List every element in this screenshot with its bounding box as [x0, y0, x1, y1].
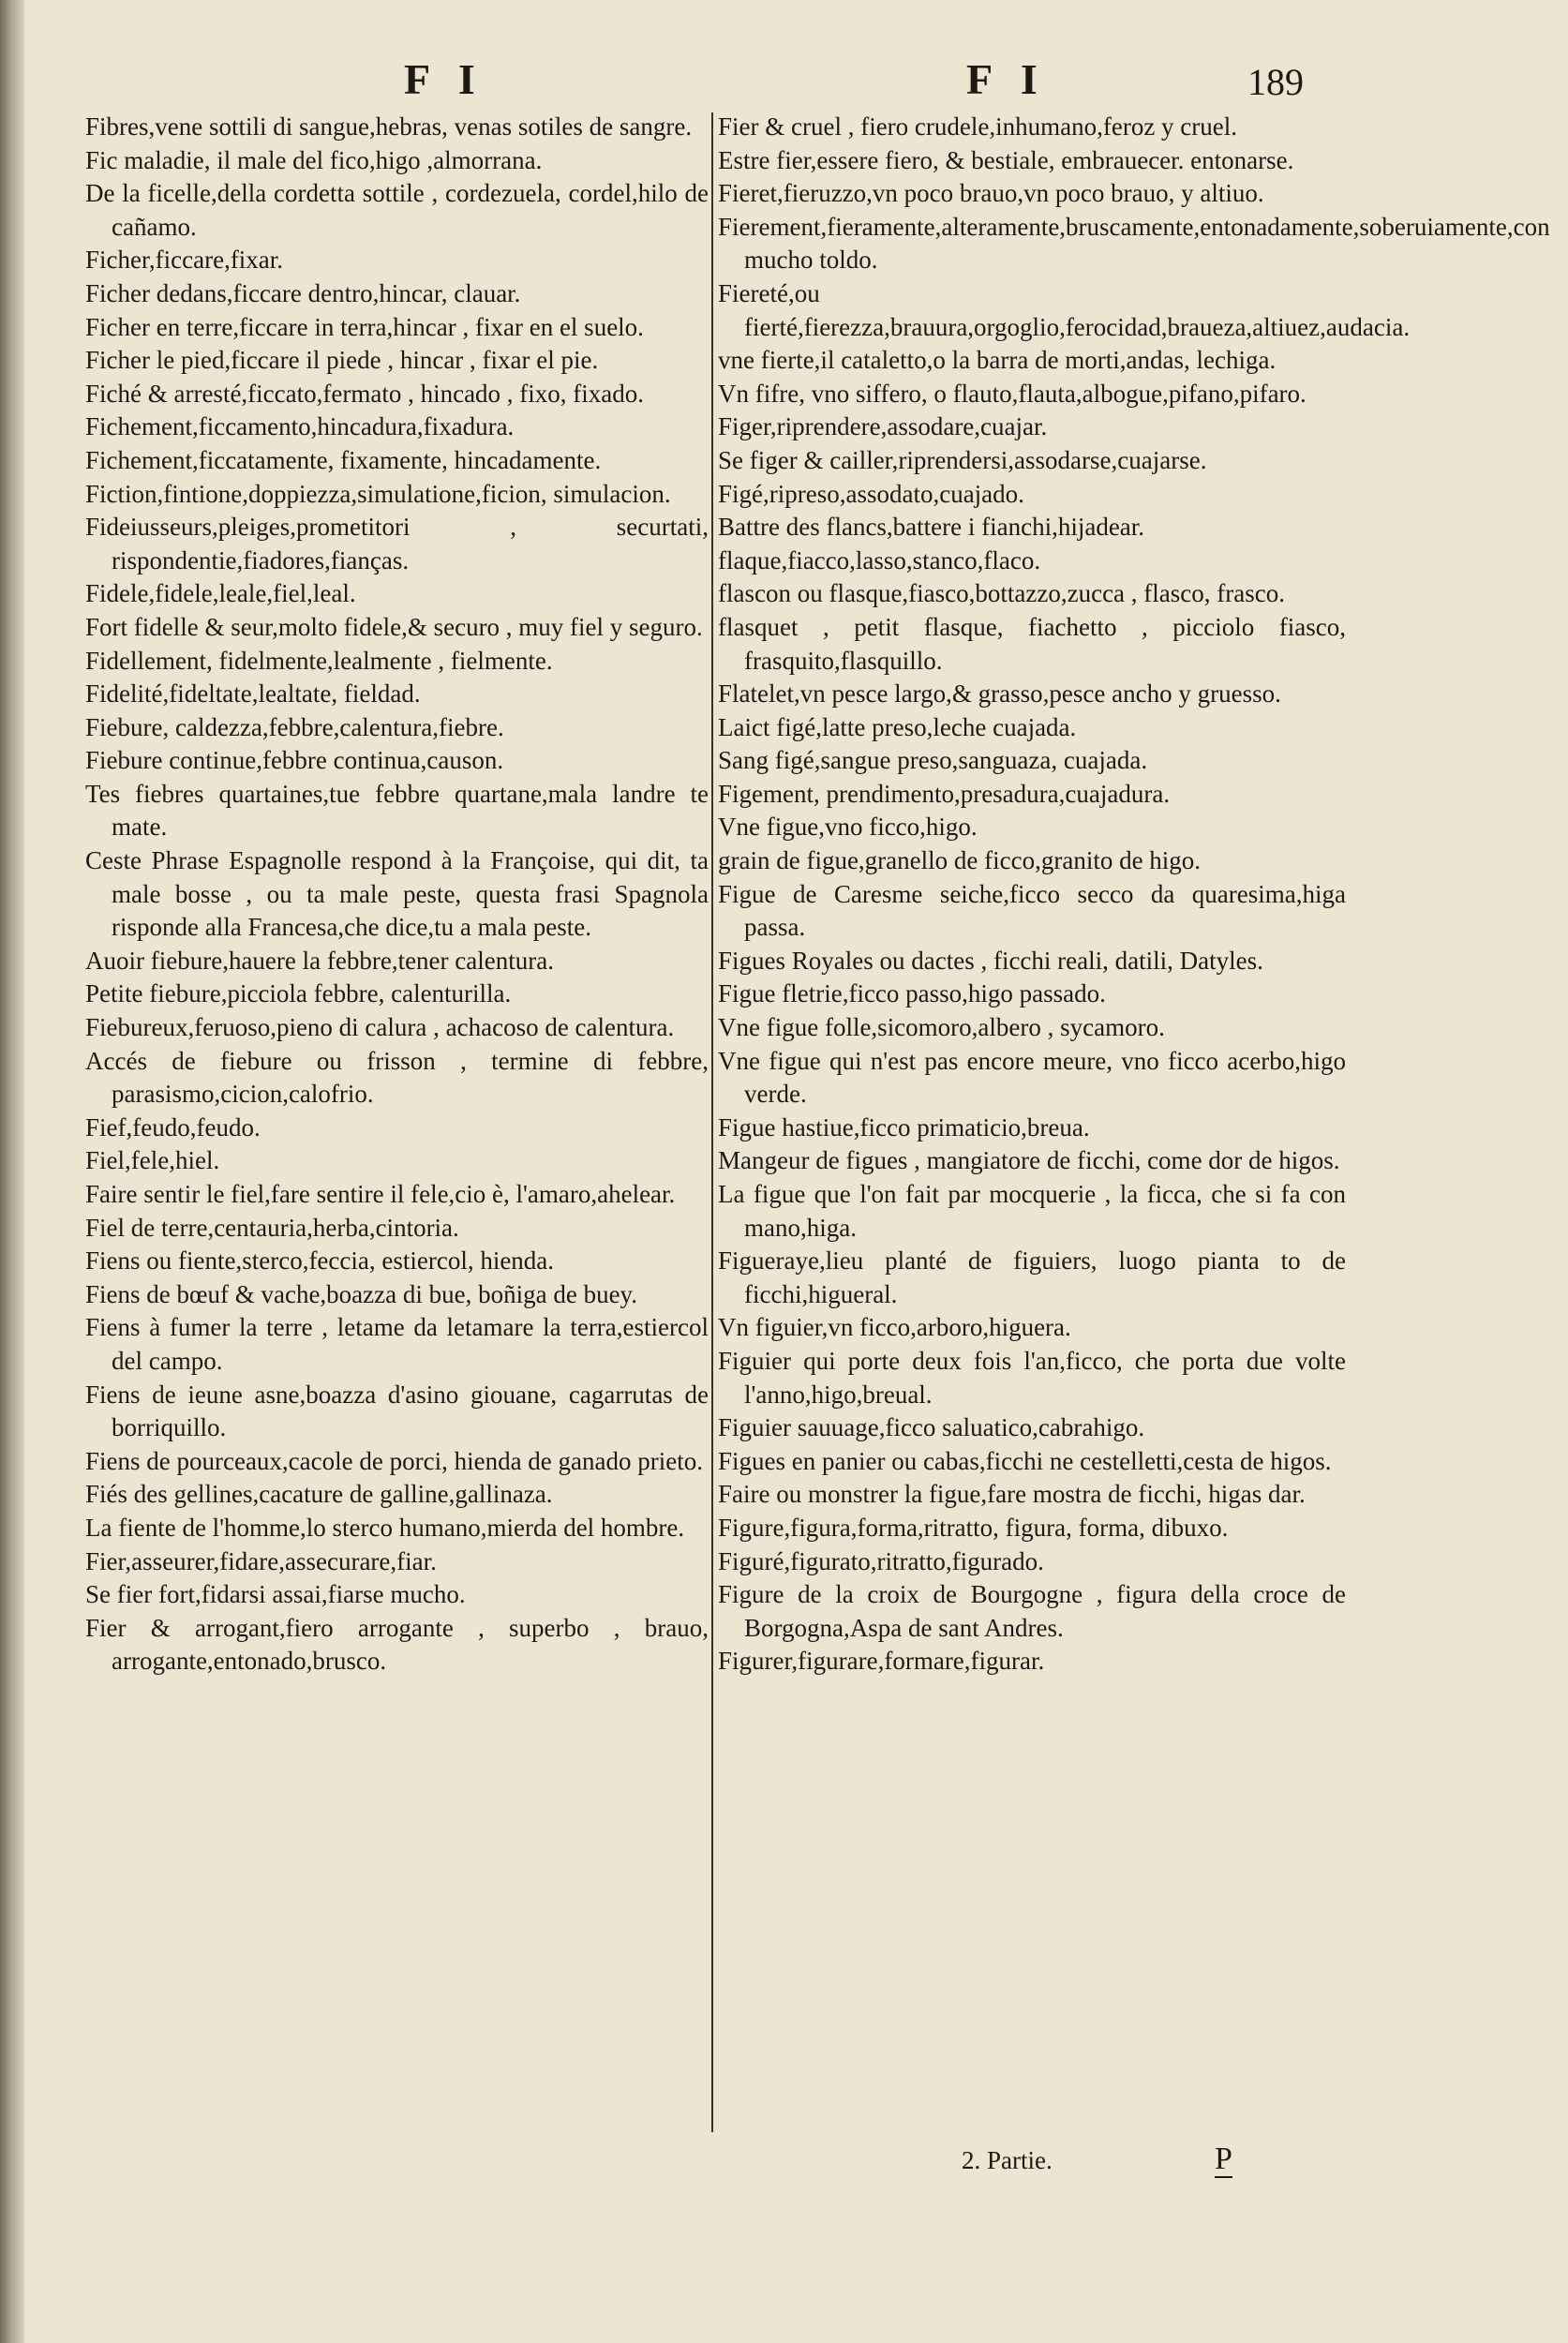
dictionary-entry: Figuré,figurato,ritratto,figurado. — [718, 1546, 1044, 1575]
dictionary-entry: Fief,feudo,feudo. — [85, 1112, 261, 1142]
dictionary-entry: Fiction,fintione,doppiezza,simulatione,ficion, simulacion. — [85, 479, 671, 508]
dictionary-entry: Vn fifre, vno siffero, o flauto,flauta,albogue,pifano,pifaro. — [718, 379, 1307, 408]
dictionary-entry: Vne figue folle,sicomoro,albero , sycamoro. — [718, 1013, 1165, 1042]
dictionary-entry: Figues en panier ou cabas,ficchi ne cestelletti,cesta de higos. — [718, 1446, 1332, 1475]
dictionary-entry: Flatelet,vn pesce largo,& grasso,pesce ancho y gruesso. — [718, 679, 1281, 709]
dictionary-entry: Tes fiebres quartaines,tue febbre quartane,mala landre te mate. — [85, 779, 709, 842]
dictionary-entry: Se fier fort,fidarsi assai,fiarse mucho. — [85, 1580, 466, 1609]
dictionary-entry: Ficher,ficcare,fixar. — [85, 246, 284, 275]
dictionary-entry: Ficher en terre,ficcare in terra,hincar , fixar en el suelo. — [85, 312, 644, 341]
dictionary-entry: Figer,riprendere,assodare,cuajar. — [718, 412, 1048, 441]
dictionary-entry: flaque,fiacco,lasso,stanco,flaco. — [718, 545, 1041, 575]
dictionary-entry: La figue que l'on fait par mocquerie , la ficca, che si fa con mano,higa. — [718, 1180, 1346, 1242]
dictionary-entry: Estre fier,essere fiero, & bestiale, embrauecer. entonarse. — [718, 145, 1294, 174]
dictionary-entry: Fort fidelle & seur,molto fidele,& securo , muy fiel y seguro. — [85, 612, 703, 641]
dictionary-entry: flascon ou flasque,fiasco,bottazzo,zucca , flasco, frasco. — [718, 579, 1285, 608]
dictionary-entry: Vne figue qui n'est pas encore meure, vno ficco acerbo,higo verde. — [718, 1046, 1346, 1109]
dictionary-entry: Fic maladie, il male del fico,higo ,almorrana. — [85, 145, 543, 174]
dictionary-entry: Fiés des gellines,cacature de galline,gallinaza. — [85, 1480, 553, 1509]
right-running-head: F I — [966, 55, 1047, 103]
dictionary-entry: Figue hastiue,ficco primaticio,breua. — [718, 1112, 1090, 1142]
dictionary-entry: Fiel,fele,hiel. — [85, 1146, 220, 1175]
dictionary-entry: Faire ou monstrer la figue,fare mostra de ficchi, higas dar. — [718, 1480, 1306, 1509]
dictionary-entry: Fichement,ficcamento,hincadura,fixadura. — [85, 412, 515, 441]
dictionary-entry: Battre des flancs,battere i fianchi,hijadear. — [718, 513, 1145, 542]
dictionary-entry: Sang figé,sangue preso,sanguaza, cuajada. — [718, 746, 1148, 775]
dictionary-entry: Figement, prendimento,presadura,cuajadura. — [718, 779, 1171, 808]
left-running-head: F I — [404, 55, 485, 103]
dictionary-entry: Fiens ou fiente,sterco,feccia, estiercol, hienda. — [85, 1246, 555, 1276]
dictionary-entry: Fidelité,fideltate,lealtate, fieldad. — [85, 679, 421, 709]
dictionary-entry: Fiebure, caldezza,febbre,calentura,fiebre. — [85, 712, 504, 741]
dictionary-entry: Figuier sauuage,ficco saluatico,cabrahigo. — [718, 1413, 1145, 1442]
dictionary-entry: Ceste Phrase Espagnolle respond à la Françoise, qui dit, ta male bosse , ou ta male peste, questa frasi Spagnola risponde alla Francesa,che dice,tu a mala peste. — [85, 846, 709, 942]
dictionary-entry: Auoir fiebure,hauere la febbre,tener calentura. — [85, 946, 554, 975]
dictionary-entry: Fideiusseurs,pleiges,prometitori , securtati, rispondentie,fiadores,fianças. — [85, 513, 709, 575]
dictionary-entry: Fiebureux,feruoso,pieno di calura , achacoso de calentura. — [85, 1013, 675, 1042]
dictionary-entry: Fidele,fidele,leale,fiel,leal. — [85, 579, 356, 608]
running-header — [24, 54, 1568, 111]
dictionary-entry: Fiereté,ou fierté,fierezza,brauura,orgoglio,ferocidad,braueza,altiuez,audacia. — [718, 278, 1411, 341]
dictionary-entry: Fiens à fumer la terre , letame da letamare la terra,estiercol del campo. — [85, 1313, 709, 1375]
part-label: 2. Partie. — [962, 2146, 1053, 2174]
dictionary-entry: flasquet , petit flasque, fiachetto , picciolo fiasco, frasquito,flasquillo. — [718, 612, 1346, 675]
dictionary-entry: Fiens de bœuf & vache,boazza di bue, boñiga de buey. — [85, 1279, 638, 1308]
dictionary-entry: Fiel de terre,centauria,herba,cintoria. — [85, 1213, 459, 1242]
dictionary-entry: Figue de Caresme seiche,ficco secco da quaresima,higa passa. — [718, 879, 1346, 942]
dictionary-entry: Fiens de ieune asne,boazza d'asino giouane, cagarrutas de borriquillo. — [85, 1380, 709, 1442]
dictionary-entry: Mangeur de figues , mangiatore de ficchi, come dor de higos. — [718, 1146, 1340, 1175]
dictionary-entry: Laict figé,latte preso,leche cuajada. — [718, 712, 1077, 741]
left-column — [85, 111, 709, 1679]
page-number: 189 — [1247, 61, 1304, 103]
dictionary-entry: Faire sentir le fiel,fare sentire il fele,cio è, l'amaro,ahelear. — [85, 1180, 676, 1208]
dictionary-entry: Figueraye,lieu planté de figuiers, luogo pianta to de ficchi,higueral. — [718, 1246, 1346, 1308]
dictionary-entry: Fieret,fieruzzo,vn poco brauo,vn poco brauo, y altiuo. — [718, 179, 1264, 208]
dictionary-entry: Figé,ripreso,assodato,cuajado. — [718, 479, 1024, 508]
dictionary-entry: Accés de fiebure ou frisson , termine di febbre, parasismo,cicion,calofrio. — [85, 1046, 709, 1109]
signature-mark — [1215, 2142, 1232, 2177]
dictionary-entry: Vne figue,vno ficco,higo. — [718, 813, 978, 842]
dictionary-entry: Fiens de pourceaux,cacole de porci, hienda de ganado prieto. — [85, 1446, 703, 1475]
dictionary-entry: Fier,asseurer,fidare,assecurare,fiar. — [85, 1546, 437, 1575]
right-column — [718, 111, 1550, 1679]
dictionary-entry: Figues Royales ou dactes , ficchi reali, datili, Datyles. — [718, 946, 1263, 975]
dictionary-entry: Fierement,fieramente,alteramente,bruscamente,entonadamente,soberuiamente,con mucho toldo. — [718, 212, 1550, 275]
dictionary-entry: Fidellement, fidelmente,lealmente , fielmente. — [85, 646, 553, 675]
dictionary-entry: Figurer,figurare,formare,figurar. — [718, 1647, 1045, 1676]
dictionary-entry: Ficher dedans,ficcare dentro,hincar, clauar. — [85, 278, 521, 307]
dictionary-entry: Fichement,ficcatamente, fixamente, hincadamente. — [85, 445, 602, 474]
dictionary-entry: Figure,figura,forma,ritratto, figura, forma, dibuxo. — [718, 1513, 1229, 1542]
dictionary-entry: La fiente de l'homme,lo sterco humano,mierda del hombre. — [85, 1513, 685, 1542]
dictionary-entry: Figue fletrie,ficco passo,higo passado. — [718, 979, 1106, 1008]
dictionary-entry: vne fierte,il cataletto,o la barra de morti,andas, lechiga. — [718, 346, 1277, 375]
dictionary-entry: De la ficelle,della cordetta sottile , cordezuela, cordel,hilo de cañamo. — [85, 179, 709, 241]
dictionary-entry: Petite fiebure,picciola febbre, calenturilla. — [85, 979, 512, 1008]
dictionary-entry: Fiebure continue,febbre continua,causon. — [85, 746, 504, 775]
dictionary-entry: grain de figue,granello de ficco,granito de higo. — [718, 846, 1202, 875]
dictionary-entry: Figure de la croix de Bourgogne , figura della croce de Borgogna,Aspa de sant Andres. — [718, 1580, 1346, 1642]
dictionary-entry: Vn figuier,vn ficco,arboro,higuera. — [718, 1313, 1071, 1342]
dictionary-entry: Figuier qui porte deux fois l'an,ficco, che porta due volte l'anno,higo,breual. — [718, 1346, 1346, 1409]
dictionary-entry: Fier & arrogant,fiero arrogante , superbo , brauo, arrogante,entonado,brusco. — [85, 1613, 709, 1676]
dictionary-entry: Se figer & cailler,riprendersi,assodarse,cuajarse. — [718, 445, 1207, 474]
dictionary-page — [24, 0, 1568, 2343]
dictionary-entry: Fibres,vene sottili di sangue,hebras, venas sotiles de sangre. — [85, 112, 693, 141]
book-gutter-shadow — [0, 0, 24, 2343]
signature-letter: P — [1215, 2142, 1232, 2176]
dictionary-entry: Fier & cruel , fiero crudele,inhumano,feroz y cruel. — [718, 112, 1238, 141]
dictionary-entry: Fiché & arresté,ficcato,fermato , hincado , fixo, fixado. — [85, 379, 645, 408]
dictionary-entry: Ficher le pied,ficcare il piede , hincar , fixar el pie. — [85, 346, 599, 375]
column-divider — [711, 112, 713, 2132]
